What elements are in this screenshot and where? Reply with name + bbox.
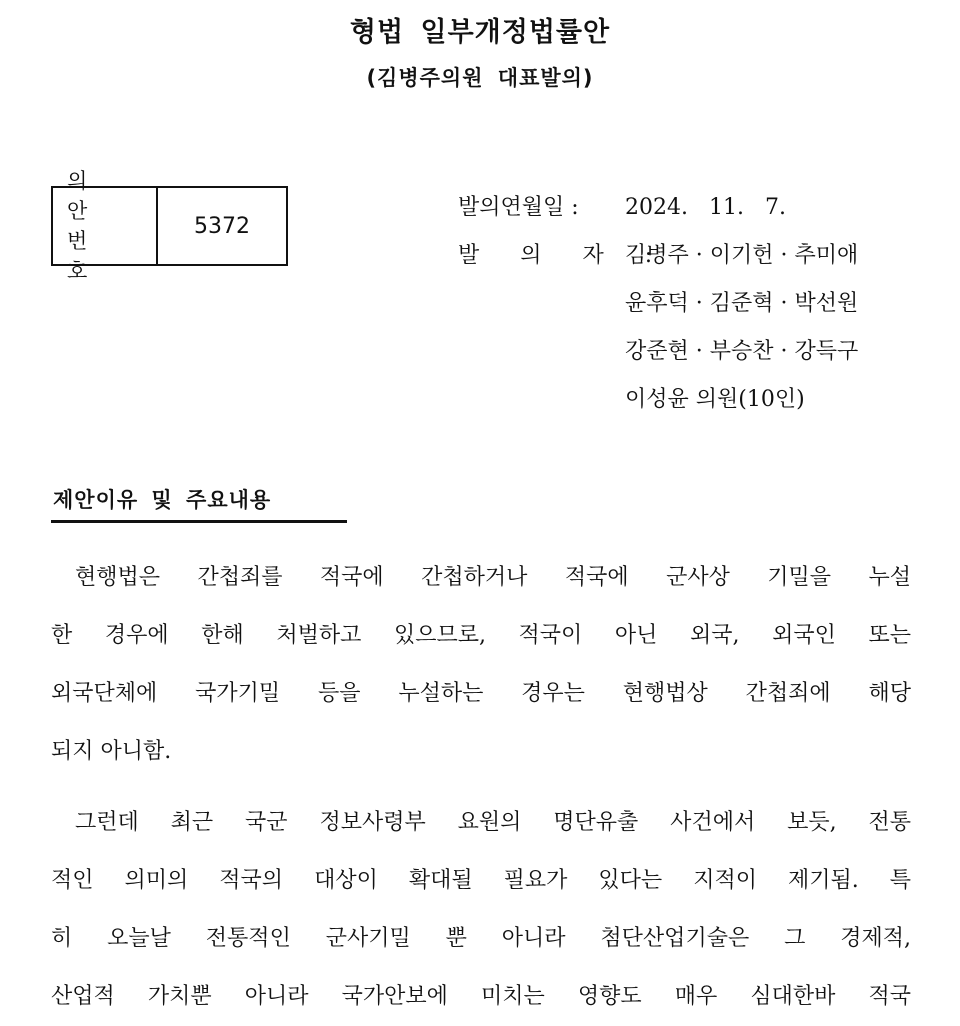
proposer-line: 김병주 · 이기헌 · 추미애 <box>625 243 859 268</box>
proposer-line: 윤후덕 · 김준혁 · 박선원 <box>625 291 859 316</box>
document-title: 형법 일부개정법률안 <box>349 17 611 48</box>
proposal-date-label: 발의연월일 : <box>458 195 579 220</box>
paragraph-line: 외국단체에 국가기밀 등을 누설하는 경우는 현행법상 간첩죄에 해당 <box>51 681 911 706</box>
bill-number-label-line1: 의 안 <box>67 169 102 223</box>
bill-number-label-line2: 번 호 <box>67 229 102 283</box>
paragraph-line: 한 경우에 한해 처벌하고 있으므로, 적국이 아닌 외국, 외국인 또는 <box>51 623 911 648</box>
proposer-list <box>625 232 858 424</box>
paragraph-2 <box>51 794 911 1026</box>
paragraph-line: 히 오늘날 전통적인 군사기밀 뿐 아니라 첨단산업기술은 그 경제적, <box>51 926 911 951</box>
proposal-date-value: 2024. 11. 7. <box>625 195 786 220</box>
paragraph-line: 그런데 최근 국군 정보사령부 요원의 명단유출 사건에서 보듯, 전통 <box>75 810 911 835</box>
section-heading: 제안이유 및 주요내용 <box>53 488 272 512</box>
paragraph-1 <box>51 549 911 781</box>
document-subtitle: (김병주의원 대표발의) <box>366 66 594 90</box>
paragraph-line: 현행법은 간첩죄를 적국에 간첩하거나 적국에 군사상 기밀을 누설 <box>75 565 911 590</box>
proposer-line: 강준현 · 부승찬 · 강득구 <box>625 339 859 364</box>
proposer-label: 발 의 자 : <box>458 243 670 268</box>
proposer-line: 이성윤 의원(10인) <box>625 387 805 412</box>
section-heading-underline <box>51 520 347 523</box>
bill-number-label <box>53 169 158 283</box>
proposal-date-row <box>458 184 786 232</box>
bill-number-box <box>51 169 288 283</box>
bill-number-value: 5372 <box>194 213 250 239</box>
paragraph-line: 적인 의미의 적국의 대상이 확대될 필요가 있다는 지적이 제기됨. 특 <box>51 868 911 893</box>
paragraph-line: 되지 아니함. <box>51 739 172 764</box>
paragraph-line: 산업적 가치뿐 아니라 국가안보에 미치는 영향도 매우 심대한바 적국 <box>51 984 911 1009</box>
